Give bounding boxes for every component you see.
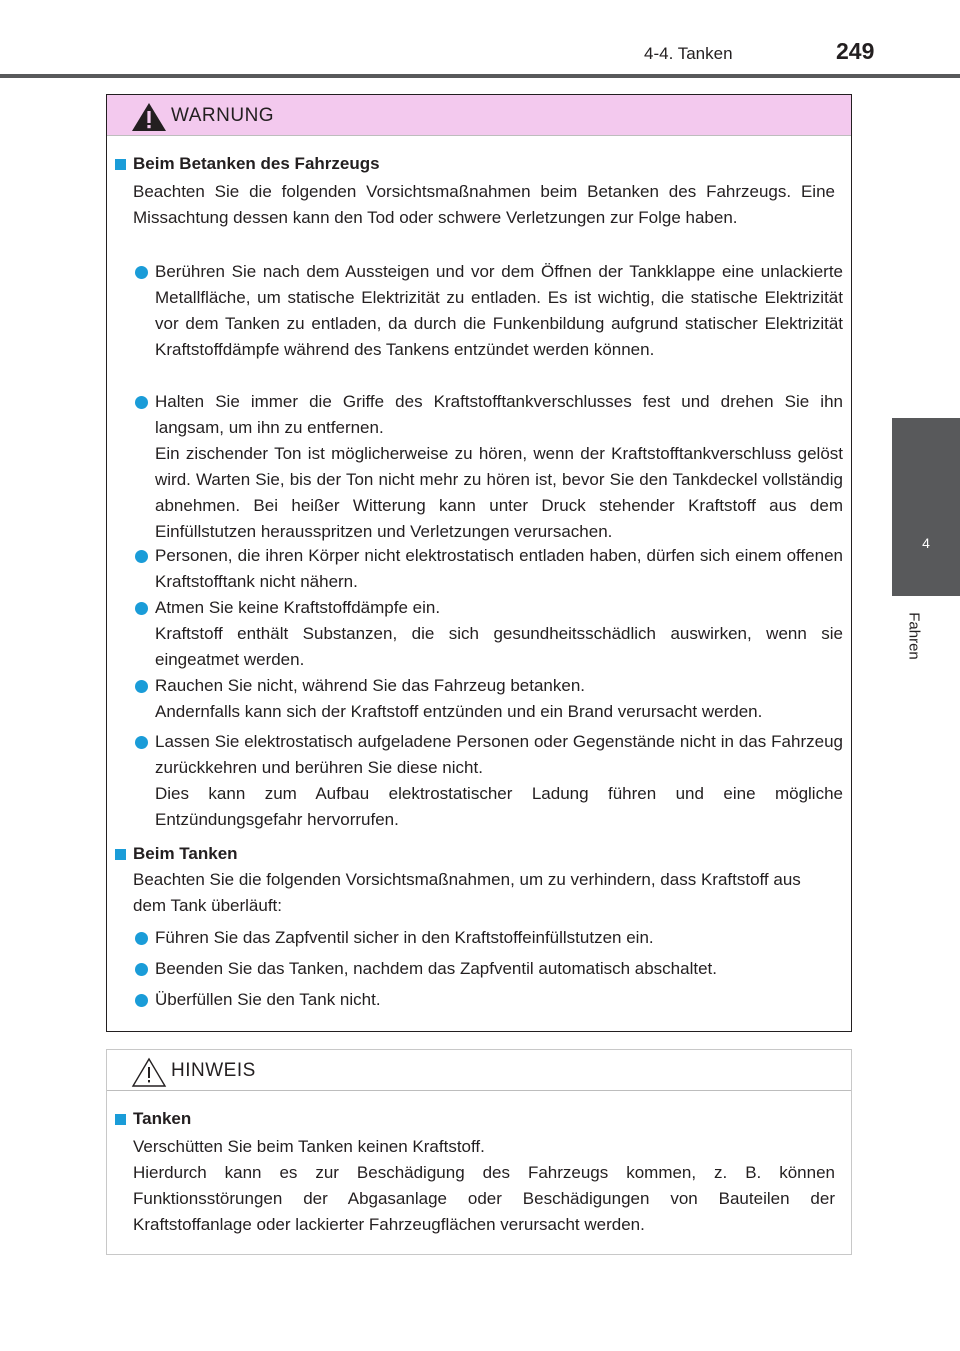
chapter-label [898, 604, 930, 668]
section-marker [115, 849, 126, 860]
bullet-dot [135, 550, 148, 563]
list-item: Rauchen Sie nicht, während Sie das Fahrzeug betanken. [155, 676, 585, 695]
bullet-dot [135, 932, 148, 945]
chapter-number: 4 [922, 535, 930, 551]
warning-box [106, 94, 852, 1032]
bullet-dot [135, 736, 148, 749]
list-item: Überfüllen Sie den Tank nicht. [155, 990, 381, 1009]
list-item: Atmen Sie keine Kraftstoffdämpfe ein. [155, 598, 441, 617]
section-intro-tanken: Beachten Sie die folgenden Vorsichtsmaßnahmen, um zu verhindern, dass Kraftstoff aus dem Tank überläuft: [133, 870, 801, 915]
section-title: 4-4. Tanken [644, 44, 733, 63]
warning-header [107, 95, 851, 136]
note-text-detail: Hierdurch kann es zur Beschädigung des Fahrzeugs kommen, z. B. können Funktionsstörungen der Abgasanlage oder Beschädigungen von Bauteilen der Kraftstoffanlage oder lackierter Fahrzeugflächen verursacht werden. [133, 1163, 835, 1234]
list-item-detail: Dies kann zum Aufbau elektrostatischer Ladung führen und eine mögliche Entzündungsgefahr hervorrufen. [155, 784, 843, 829]
chapter-label-text: Fahren [905, 612, 923, 660]
list-item: Berühren Sie nach dem Aussteigen und vor dem Öffnen der Tankklappe eine unlackierte Metallfläche, um statische Elektrizität zu entladen. Es ist wichtig, die statische Elektrizität vor dem Tanken zu entladen, da durch die Funkenbildung aufgrund statischer Elektrizität Kraftstoffdämpfe während des Tankens entzündet werden können. [155, 262, 843, 359]
bullet-dot [135, 602, 148, 615]
note-text-line: Verschütten Sie beim Tanken keinen Kraftstoff. [133, 1137, 485, 1156]
section-intro-betanken: Beachten Sie die folgenden Vorsichtsmaßnahmen beim Betanken des Fahrzeugs. Eine Missachtung dessen kann den Tod oder schwere Verletzungen zur Folge haben. [133, 182, 835, 227]
list-item: Beenden Sie das Tanken, nachdem das Zapfventil automatisch abschaltet. [155, 959, 717, 978]
warning-title: WARNUNG [171, 105, 275, 126]
section-title-note-tanken: Tanken [133, 1109, 192, 1128]
list-item: Halten Sie immer die Griffe des Kraftstofftankverschlusses fest und drehen Sie ihn langsam, um ihn zu entfernen. [155, 392, 843, 437]
list-item: Personen, die ihren Körper nicht elektrostatisch entladen haben, dürfen sich einem offenen Kraftstofftank nicht nähern. [155, 546, 843, 591]
warning-body [107, 135, 851, 1031]
chapter-tab [892, 418, 960, 596]
bullet-dot [135, 963, 148, 976]
page-number: 249 [836, 38, 875, 64]
note-box [106, 1049, 852, 1255]
bullet-dot [135, 994, 148, 1007]
page-header [0, 0, 960, 80]
list-item: Führen Sie das Zapfventil sicher in den Kraftstoffeinfüllstutzen ein. [155, 928, 654, 947]
note-body [107, 1090, 851, 1254]
section-title-betanken: Beim Betanken des Fahrzeugs [133, 154, 380, 173]
bullet-dot [135, 680, 148, 693]
section-title-tanken: Beim Tanken [133, 844, 238, 863]
caution-triangle-outline-icon [129, 1056, 169, 1088]
list-item-detail: Kraftstoff enthält Substanzen, die sich gesundheitsschädlich auswirken, wenn sie eingeatmet werden. [155, 624, 843, 669]
list-item: Lassen Sie elektrostatisch aufgeladene Personen oder Gegenstände nicht in das Fahrzeug zurückkehren und berühren Sie diese nicht. [155, 732, 843, 777]
warning-triangle-icon [129, 101, 169, 133]
section-marker [115, 1114, 126, 1125]
list-item-detail: Ein zischender Ton ist möglicherweise zu hören, wenn der Kraftstofftankverschluss gelöst wird. Warten Sie, bis der Ton nicht mehr zu hören ist, bevor Sie den Tankdeckel vollständig abnehmen. Bei heißer Witterung kann unter Druck stehender Kraftstoff aus dem Einfüllstutzen herausspritzen und Verletzungen verursachen. [155, 444, 843, 541]
list-item-detail: Andernfalls kann sich der Kraftstoff entzünden und ein Brand verursacht werden. [155, 702, 763, 721]
note-title: HINWEIS [171, 1060, 256, 1081]
bullet-dot [135, 396, 148, 409]
header-rule [0, 74, 960, 78]
section-marker [115, 159, 126, 170]
note-header [107, 1050, 851, 1091]
bullet-dot [135, 266, 148, 279]
